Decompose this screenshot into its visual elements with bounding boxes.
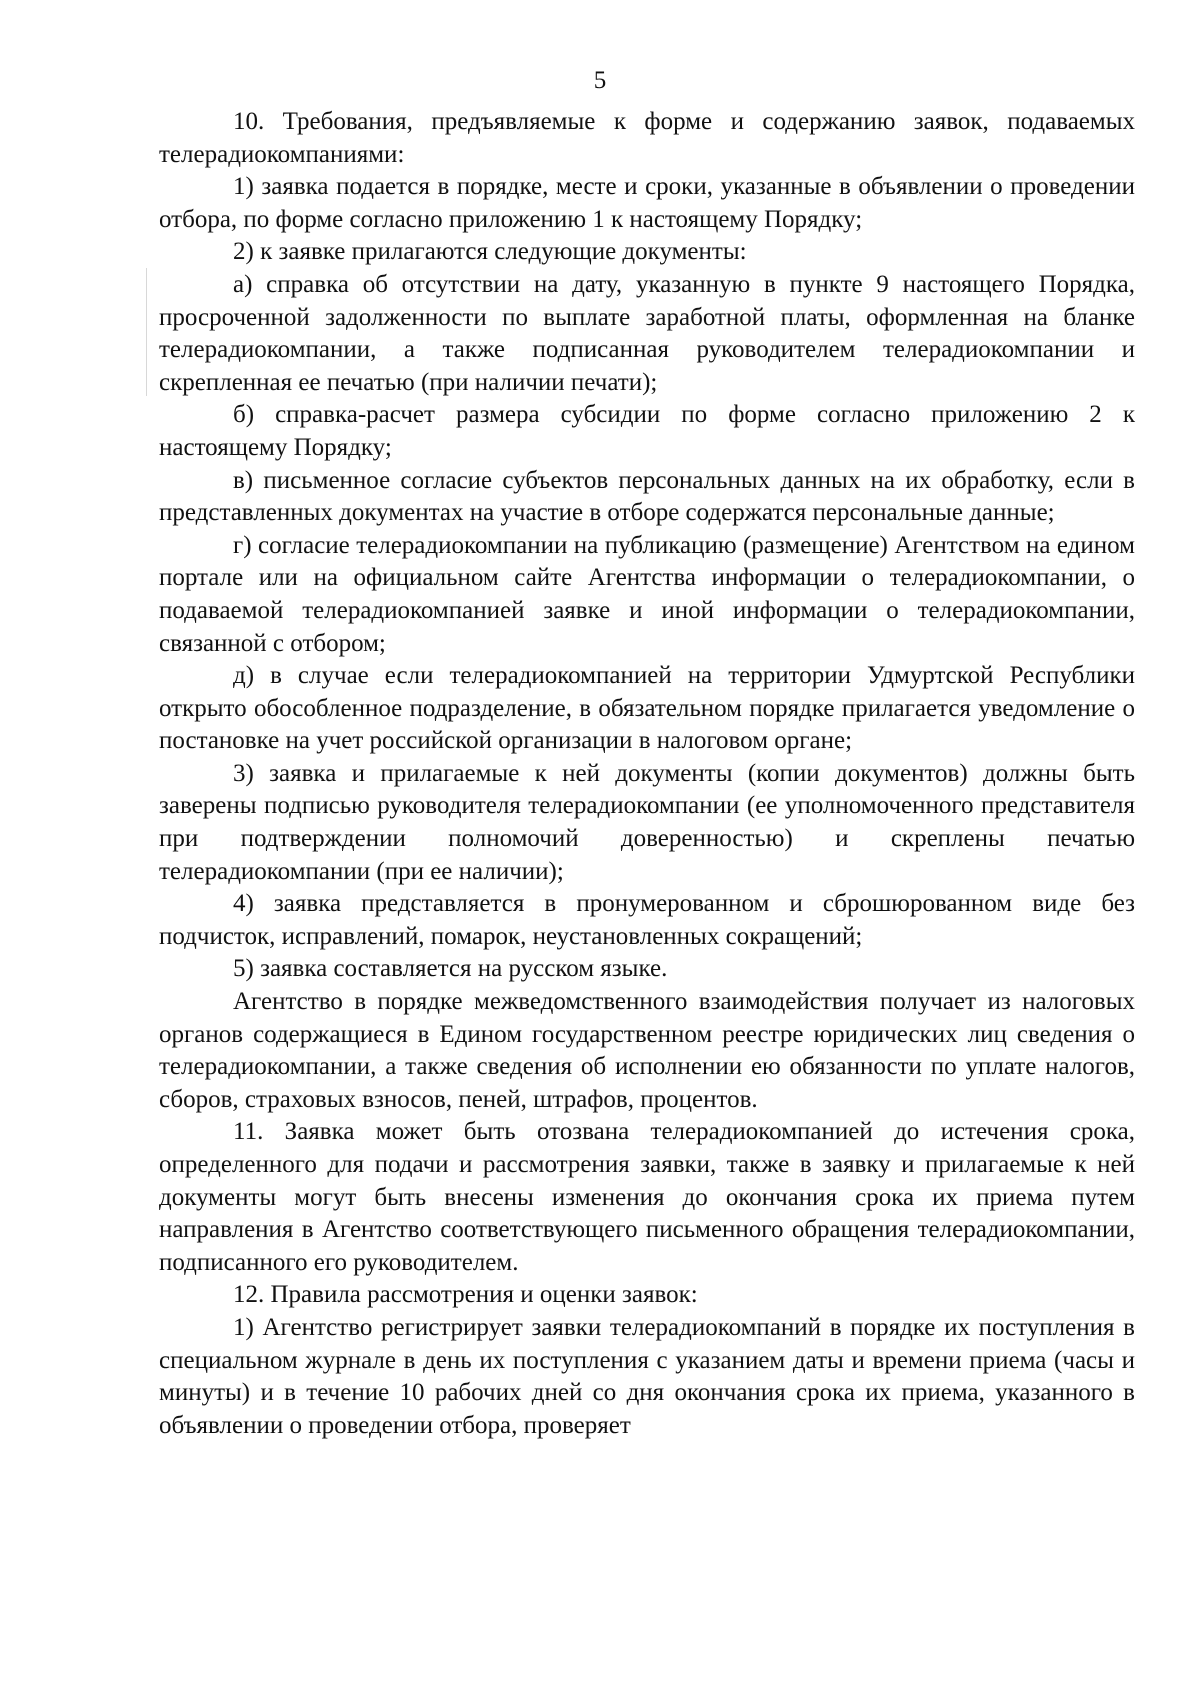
paragraph-10-item-2b: б) справка-расчет размера субсидии по форме согласно приложению 2 к настоящему Порядку; <box>159 401 1135 461</box>
paragraph-10-item-3: 3) заявка и прилагаемые к ней документы (копии документов) должны быть заверены подписью руководителя телерадиокомпании (ее уполномоченного представителя при подтверждении полномочий доверенностью) и скреплены печатью телерадиокомпании (при ее наличии); <box>159 759 1135 885</box>
paragraph-10-item-2: 2) к заявке прилагаются следующие документы: <box>233 238 747 266</box>
paragraph-agency-request: Агентство в порядке межведомственного взаимодействия получает из налоговых органов содержащиеся в Едином государственном реестре юридических лиц сведения о телерадиокомпании, а также сведения об исполнении ею обязанности по уплате налогов, сборов, страховых взносов, пеней, штрафов, процентов. <box>159 988 1135 1113</box>
paragraph-10-item-2a: а) справка об отсутствии на дату, указанную в пункте 9 настоящего Порядка, просроченной задолженности по выплате заработной платы, оформленная на бланке телерадиокомпании, а также подписанная руководителем телерадиокомпании и скрепленная ее печатью (при наличии печати); <box>159 270 1135 396</box>
paragraph-12-item-1: 1) Агентство регистрирует заявки телерадиокомпаний в порядке их поступления в специальном журнале в день их поступления с указанием даты и времени приема (часы и минуты) и в течение 10 рабочих дней со дня окончания срока их приема, указанного в объявлении о проведении отбора, проверяет <box>159 1313 1135 1439</box>
page-number: 5 <box>593 67 607 94</box>
scan-margin-line <box>146 268 147 396</box>
paragraph-10-heading: 10. Требования, предъявляемые к форме и содержанию заявок, подаваемых телерадиокомпаниями: <box>159 108 1135 168</box>
paragraph-10-item-2v: в) письменное согласие субъектов персональных данных на их обработку, если в представленных документах на участие в отборе содержатся персональные данные; <box>159 466 1135 527</box>
paragraph-10-item-2g: г) согласие телерадиокомпании на публикацию (размещение) Агентством на едином портале или на официальном сайте Агентства информации о телерадиокомпании, о подаваемой телерадиокомпанией заявке и иной информации о телерадиокомпании, связанной с отбором; <box>159 531 1135 657</box>
document-body <box>159 106 1135 1442</box>
paragraph-12-heading: 12. Правила рассмотрения и оценки заявок: <box>233 1281 698 1309</box>
paragraph-11: 11. Заявка может быть отозвана телерадиокомпанией до истечения срока, определенного для подачи и рассмотрения заявки, также в заявку и прилагаемые к ней документы могут быть внесены изменения до окончания срока их приема путем направления в Агентство соответствующего письменного обращения телерадиокомпании, подписанного его руководителем. <box>159 1118 1135 1276</box>
paragraph-10-item-5: 5) заявка составляется на русском языке. <box>233 955 668 983</box>
paragraph-10-item-1: 1) заявка подается в порядке, месте и сроки, указанные в объявлении о проведении отбора, по форме согласно приложению 1 к настоящему Порядку; <box>159 173 1135 233</box>
paragraph-10-item-2d: д) в случае если телерадиокомпанией на территории Удмуртской Республики открыто обособленное подразделение, в обязательном порядке прилагается уведомление о постановке на учет российской организации в налоговом органе; <box>159 662 1135 755</box>
paragraph-10-item-4: 4) заявка представляется в пронумерованном и сброшюрованном виде без подчисток, исправлений, помарок, неустановленных сокращений; <box>159 890 1135 950</box>
